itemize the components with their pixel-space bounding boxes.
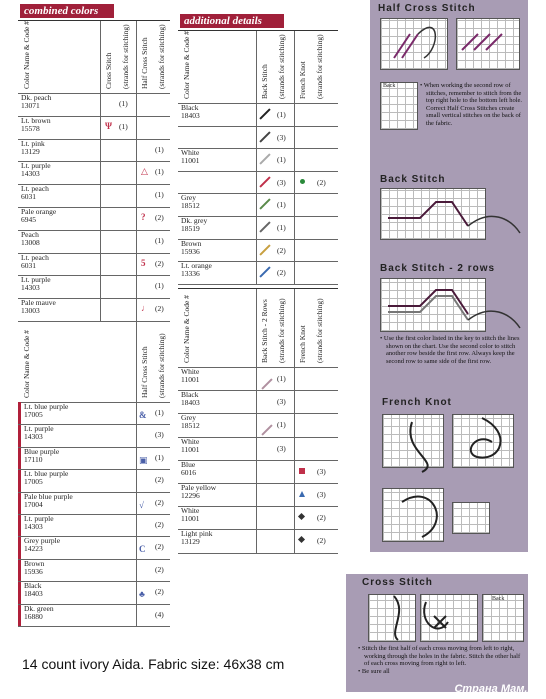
french-knot-symbol bbox=[299, 491, 305, 497]
table-row bbox=[178, 460, 338, 484]
color-code: 6945 bbox=[21, 215, 36, 224]
color-name-text: Pale mauve bbox=[21, 298, 56, 308]
color-name bbox=[21, 117, 51, 133]
color-name-text: Light pink bbox=[181, 529, 213, 539]
color-name bbox=[181, 530, 212, 546]
color-name-text: Lt. peach bbox=[21, 252, 49, 262]
color-name-text: White bbox=[181, 436, 200, 446]
color-name-text: Blue purple bbox=[24, 446, 60, 456]
back-stitch-2-table bbox=[178, 288, 338, 553]
color-code: 16880 bbox=[24, 611, 43, 621]
table-row bbox=[178, 413, 338, 437]
col-strands: (strands for stitching) bbox=[157, 333, 166, 398]
table-row bbox=[178, 171, 338, 195]
stitch-symbol: ♣ bbox=[139, 589, 145, 600]
color-name-text: Lt. purple bbox=[21, 161, 51, 171]
color-name-text: Pale orange bbox=[21, 207, 57, 216]
cross-stitch-title: Cross Stitch bbox=[362, 577, 433, 588]
color-name bbox=[24, 403, 68, 419]
table-row bbox=[18, 559, 170, 582]
color-name bbox=[24, 537, 60, 553]
strand-count: (2) bbox=[317, 513, 326, 523]
col-strands-2: (strands for stitching) bbox=[315, 34, 324, 99]
col-strands-2: (strands for stitching) bbox=[315, 298, 324, 363]
color-code: 18512 bbox=[181, 201, 200, 211]
color-name bbox=[181, 368, 199, 384]
stitch-symbol: √ bbox=[139, 499, 144, 510]
strand-count: (1) bbox=[155, 167, 164, 177]
table-row bbox=[18, 492, 170, 515]
color-name-text: Lt. blue purple bbox=[24, 402, 69, 411]
color-code: 13129 bbox=[21, 146, 40, 156]
back-stitch-lines bbox=[380, 188, 524, 240]
strand-count: (3) bbox=[317, 490, 326, 499]
col-half-cross: Half Cross Stitch bbox=[140, 346, 149, 398]
half-cross-table bbox=[18, 322, 170, 627]
color-code: 11001 bbox=[181, 514, 200, 524]
color-name bbox=[181, 438, 199, 454]
color-code: 14303 bbox=[24, 432, 43, 442]
back-stitch-line bbox=[259, 244, 270, 255]
color-name bbox=[21, 185, 49, 201]
color-name bbox=[24, 448, 59, 464]
color-code: 13003 bbox=[21, 306, 40, 316]
strand-count: (3) bbox=[277, 397, 286, 407]
color-name-text: Grey bbox=[181, 413, 196, 423]
color-name-text: Dk. peach bbox=[21, 93, 52, 102]
back-stitch-title: Back Stitch bbox=[380, 174, 446, 185]
strand-count: (4) bbox=[155, 609, 164, 619]
strand-count: (1) bbox=[155, 144, 164, 154]
color-name-text: Black bbox=[181, 103, 199, 112]
color-name bbox=[181, 194, 200, 210]
color-code: 18403 bbox=[24, 589, 43, 599]
strand-count: (2) bbox=[155, 587, 164, 597]
french-knot-dot bbox=[300, 179, 305, 184]
french-knot-symbol bbox=[298, 513, 305, 520]
table-row bbox=[18, 161, 170, 185]
color-code: 15578 bbox=[21, 123, 40, 133]
table-row bbox=[18, 402, 170, 425]
color-name bbox=[21, 208, 56, 224]
color-code: 17005 bbox=[24, 410, 43, 419]
table-row bbox=[178, 367, 338, 391]
col-strands-1: (strands for stitching) bbox=[277, 298, 286, 363]
col-strands-1: (strands for stitching) bbox=[121, 24, 130, 89]
strand-count: (2) bbox=[317, 536, 326, 546]
color-code: 18519 bbox=[181, 224, 200, 233]
table-row bbox=[18, 253, 170, 277]
color-name bbox=[21, 140, 45, 156]
table-row bbox=[18, 536, 170, 559]
table-row bbox=[18, 275, 170, 299]
strand-count: (1) bbox=[155, 281, 164, 291]
color-code: 11001 bbox=[181, 156, 200, 166]
color-name-text: Pale blue purple bbox=[24, 491, 73, 501]
table-row bbox=[178, 216, 338, 240]
strand-count: (2) bbox=[155, 520, 164, 529]
table-row bbox=[178, 126, 338, 150]
french-knot-symbol bbox=[299, 468, 305, 474]
french-knot-symbol bbox=[298, 536, 305, 543]
back-stitch-line bbox=[261, 425, 272, 436]
table-row bbox=[178, 261, 338, 285]
color-name bbox=[181, 262, 212, 278]
color-code: 18512 bbox=[181, 421, 200, 431]
color-code: 11001 bbox=[181, 375, 200, 384]
color-name-text: Lt. purple bbox=[24, 424, 54, 434]
watermark: Страна Мам.ру bbox=[454, 683, 540, 695]
color-code: 14303 bbox=[21, 283, 40, 293]
col-back-stitch: Back Stitch bbox=[260, 64, 269, 99]
col-half-cross: Half Cross Stitch bbox=[140, 37, 149, 89]
color-name-text: Grey bbox=[181, 193, 196, 203]
table-row bbox=[18, 93, 170, 117]
color-code: 14303 bbox=[21, 169, 40, 179]
color-name bbox=[24, 515, 54, 531]
color-name bbox=[181, 104, 200, 120]
back-diagram bbox=[380, 82, 418, 130]
back-stitch-line bbox=[259, 108, 270, 119]
color-name bbox=[21, 162, 51, 178]
color-name-text: Lt. pink bbox=[21, 138, 45, 148]
color-name-text: Peach bbox=[21, 229, 39, 239]
stitch-symbol: ♩ bbox=[141, 303, 150, 314]
color-name bbox=[24, 605, 54, 621]
color-name-text: Brown bbox=[181, 238, 202, 248]
strand-count: (1) bbox=[277, 223, 286, 232]
table-row bbox=[178, 483, 338, 507]
back-stitch-line bbox=[259, 199, 270, 210]
color-code: 6031 bbox=[21, 192, 36, 202]
strand-count: (1) bbox=[119, 99, 128, 108]
color-name-text: Dk. green bbox=[24, 603, 54, 613]
col-color-name: Color Name & Code # bbox=[22, 330, 31, 398]
strand-count: (2) bbox=[277, 268, 286, 278]
additional-details-header: additional details bbox=[180, 14, 284, 28]
stitch-symbol: ▣ bbox=[139, 454, 148, 465]
strand-count: (2) bbox=[317, 177, 326, 187]
color-name bbox=[181, 484, 216, 500]
strand-count: (1) bbox=[155, 408, 164, 417]
color-name bbox=[24, 425, 54, 441]
col-color-name: Color Name & Code # bbox=[22, 21, 31, 89]
strand-count: (2) bbox=[155, 497, 164, 507]
strand-count: (2) bbox=[155, 564, 164, 574]
color-code: 13071 bbox=[21, 101, 40, 110]
color-name-text: Lt. blue purple bbox=[24, 469, 69, 479]
color-name bbox=[181, 414, 200, 430]
strand-count: (1) bbox=[155, 190, 164, 200]
color-code: 18403 bbox=[181, 111, 200, 120]
table-row bbox=[18, 298, 170, 322]
table-row bbox=[18, 207, 170, 231]
col-strands-1: (strands for stitching) bbox=[277, 34, 286, 99]
col-color-name: Color Name & Code # bbox=[182, 31, 191, 99]
back-stitch-2-lines bbox=[380, 278, 524, 332]
back-label: Back bbox=[383, 83, 396, 89]
strand-count: (3) bbox=[277, 132, 286, 142]
color-name bbox=[181, 149, 199, 165]
table-row bbox=[178, 239, 338, 263]
color-code: 14303 bbox=[24, 522, 43, 531]
color-code: 15936 bbox=[24, 566, 43, 576]
color-code: 6031 bbox=[21, 260, 36, 270]
col-color-name: Color Name & Code # bbox=[182, 295, 191, 363]
color-name-text: Brown bbox=[24, 558, 45, 568]
strand-count: (2) bbox=[277, 245, 286, 255]
fabric-caption: 14 count ivory Aida. Fabric size: 46x38 cm bbox=[22, 656, 285, 672]
color-name bbox=[21, 254, 49, 270]
back-stitch-2-title: Back Stitch - 2 rows bbox=[380, 263, 496, 274]
color-code: 14223 bbox=[24, 544, 43, 554]
table-row bbox=[178, 148, 338, 172]
back-stitch-line bbox=[259, 267, 270, 278]
color-code: 17110 bbox=[24, 454, 43, 464]
color-name-text: White bbox=[181, 367, 200, 376]
strand-count: (3) bbox=[155, 430, 164, 440]
col-cross-stitch: Cross Stitch bbox=[104, 52, 113, 89]
strand-count: (1) bbox=[277, 200, 286, 210]
combined-colors-header: combined colors bbox=[20, 4, 114, 18]
color-code: 13008 bbox=[21, 237, 40, 247]
stitch-symbol: ? bbox=[141, 212, 146, 222]
color-name bbox=[181, 240, 201, 256]
color-code: 11001 bbox=[181, 444, 200, 454]
color-name-text: Black bbox=[24, 581, 42, 591]
color-name-text: Lt. peach bbox=[21, 184, 49, 194]
strand-count: (1) bbox=[155, 235, 164, 245]
stitch-symbol: 5 bbox=[141, 257, 146, 268]
table-row bbox=[178, 506, 338, 530]
color-name bbox=[181, 391, 200, 407]
table-row bbox=[178, 437, 338, 461]
table-row bbox=[178, 529, 338, 553]
half-cross-stitches-2 bbox=[456, 18, 518, 68]
color-name-text: Dk. grey bbox=[181, 216, 208, 225]
table-row bbox=[18, 469, 170, 492]
french-knot-title: French Knot bbox=[382, 397, 452, 408]
stitch-symbol: △ bbox=[141, 166, 148, 177]
color-name bbox=[24, 493, 73, 509]
table-row bbox=[18, 230, 170, 254]
color-name-text: Lt. orange bbox=[181, 261, 212, 271]
color-name-text: Pale yellow bbox=[181, 483, 217, 492]
color-name bbox=[21, 299, 56, 315]
half-cross-title: Half Cross Stitch bbox=[378, 3, 476, 14]
strand-count: (2) bbox=[155, 258, 164, 268]
back-stitch-line bbox=[259, 221, 270, 232]
color-code: 18403 bbox=[181, 398, 200, 408]
color-code: 17004 bbox=[24, 499, 43, 509]
table-row bbox=[18, 604, 170, 627]
col-french-knot: French Knot bbox=[298, 325, 307, 363]
table-row bbox=[178, 103, 338, 127]
additional-details-table bbox=[178, 30, 338, 285]
col-strands-2: (strands for stitching) bbox=[157, 24, 166, 89]
strand-count: (1) bbox=[155, 452, 164, 462]
strand-count: (1) bbox=[119, 121, 128, 131]
strand-count: (1) bbox=[277, 110, 286, 119]
table-row bbox=[18, 184, 170, 208]
back-stitch-line bbox=[259, 154, 270, 165]
color-code: 17005 bbox=[24, 477, 43, 487]
color-name bbox=[24, 470, 68, 486]
color-name-text: White bbox=[181, 148, 200, 158]
strand-count: (1) bbox=[277, 420, 286, 430]
table-row bbox=[18, 514, 170, 537]
strand-count: (2) bbox=[155, 213, 164, 222]
stitch-symbol: Ψ bbox=[105, 120, 113, 131]
color-name bbox=[24, 560, 44, 576]
french-knot-thread bbox=[382, 412, 522, 547]
stitch-symbol: C bbox=[139, 544, 146, 555]
table-row bbox=[18, 116, 170, 140]
half-cross-text: • When working the second row of stitches, remember to stitch from the top right hole to the bottom left hole. Correct Half Cross Stitches create small vertical stitches on the back of the fabric. bbox=[420, 82, 523, 127]
color-name-text: Grey purple bbox=[24, 536, 61, 546]
col-french-knot: French Knot bbox=[298, 61, 307, 99]
color-name-text: Lt. purple bbox=[24, 514, 54, 523]
strand-count: (3) bbox=[277, 443, 286, 453]
color-name bbox=[24, 582, 43, 598]
color-name bbox=[181, 507, 199, 523]
color-name bbox=[21, 231, 40, 247]
color-code: 13336 bbox=[181, 269, 200, 279]
table-row bbox=[18, 424, 170, 447]
combined-colors-table bbox=[18, 20, 170, 321]
strand-count: (3) bbox=[277, 177, 286, 187]
strand-count: (3) bbox=[317, 466, 326, 476]
back-stitch-line bbox=[259, 176, 270, 187]
color-name-text: Lt. brown bbox=[21, 115, 51, 125]
table-row bbox=[18, 447, 170, 470]
back-stitch-line bbox=[259, 131, 270, 142]
color-code: 12296 bbox=[181, 491, 200, 500]
color-name bbox=[181, 217, 207, 233]
color-name-text: Black bbox=[181, 390, 199, 400]
strand-count: (2) bbox=[155, 542, 164, 552]
strand-count: (1) bbox=[277, 374, 286, 383]
strand-count: (1) bbox=[277, 155, 286, 165]
color-name bbox=[21, 94, 51, 110]
back-stitch-2-text: • Use the first color listed in the key to stitch the lines shown on the chart. Use the second color to stitch another row beside the first row. Always keep the second row to same side of the first row. bbox=[380, 335, 520, 365]
color-code: 13129 bbox=[181, 537, 200, 547]
table-row bbox=[178, 193, 338, 217]
cross-back-label: Back bbox=[492, 596, 505, 602]
color-code: 15936 bbox=[181, 246, 200, 256]
table-row bbox=[178, 390, 338, 414]
color-code: 6016 bbox=[181, 467, 196, 477]
table-row bbox=[18, 139, 170, 163]
color-name-text: White bbox=[181, 506, 200, 516]
color-name-text: Lt. purple bbox=[21, 275, 51, 285]
col-back-stitch-2: Back Stitch - 2 Rows bbox=[260, 299, 269, 363]
stitch-symbol: & bbox=[139, 410, 147, 420]
color-name-text: Blue bbox=[181, 459, 196, 469]
strand-count: (2) bbox=[155, 304, 164, 314]
strand-count: (2) bbox=[155, 475, 164, 485]
back-stitch-line bbox=[261, 378, 272, 389]
color-name bbox=[21, 276, 51, 292]
table-row bbox=[18, 581, 170, 604]
cross-stitch-text: • Stitch the first half of each cross moving from left to right, working through the holes in the fabric. Stitch the other half of each cross moving from right to left. • Be sure all bbox=[358, 645, 521, 675]
color-name bbox=[181, 461, 196, 477]
